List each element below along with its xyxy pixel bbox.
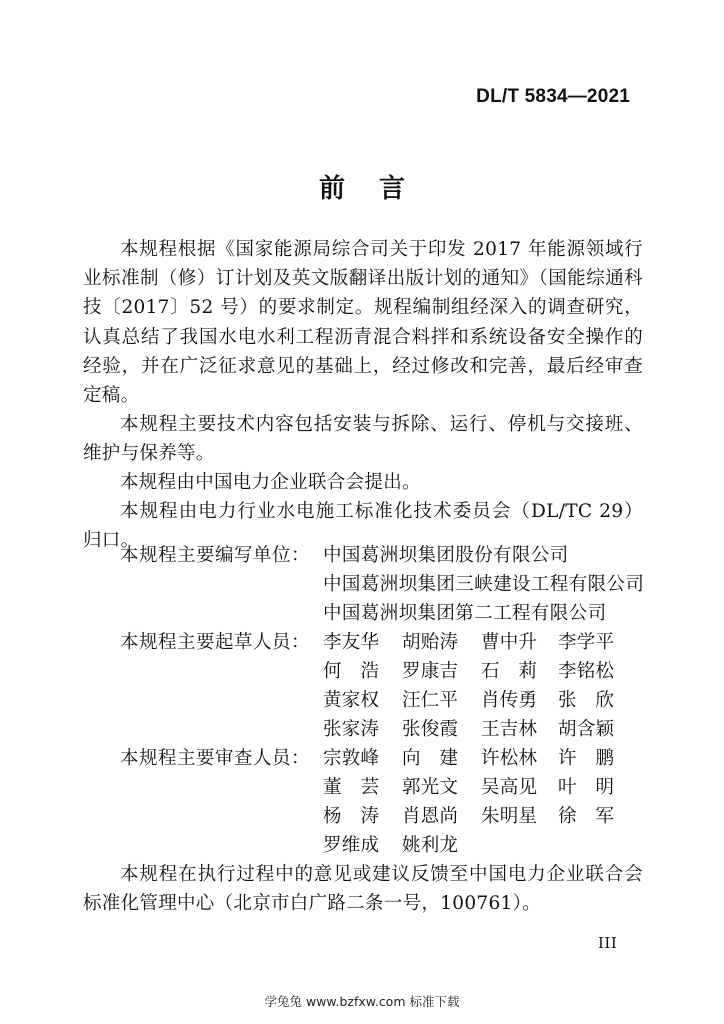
person-name: 张俊霞 <box>402 719 458 740</box>
page-number: III <box>598 934 618 952</box>
person-name: 李铭松 <box>558 661 614 682</box>
paragraph-proposer: 本规程由中国电力企业联合会提出。 <box>120 472 421 493</box>
person-name: 汪仁平 <box>402 690 458 711</box>
paragraph-background: 本规程根据《国家能源局综合司关于印发 2017 年能源领域行业标准制（修）订计划及英文版翻译出版计划的通知》（国能综通科技〔2017〕52 号）的要求制定。规程编制组经深入的调查研究，认真总结了我国水电水利工程沥青混合料拌和系统设备安全操作的经验，并在广泛征求意见的基础上，经过修改和完善，最后经审查定稿。 <box>83 239 643 407</box>
person-name: 胡贻涛 <box>402 632 458 653</box>
person-name: 石莉 <box>481 661 537 682</box>
person-name: 黄家权 <box>323 690 379 711</box>
person-name: 李学平 <box>558 632 614 653</box>
person-name: 许鹏 <box>558 748 614 769</box>
person-name: 胡含颖 <box>558 719 614 740</box>
person-name: 许松林 <box>481 748 537 769</box>
paragraph-administrator: 本规程由电力行业水电施工标准化技术委员会（DL/TC 29）归口。 <box>83 501 643 552</box>
editor-unit: 中国葛洲坝集团股份有限公司 <box>323 545 569 566</box>
person-name: 董芸 <box>323 777 379 798</box>
person-name: 徐军 <box>558 806 614 827</box>
person-name: 郭光文 <box>402 777 458 798</box>
person-name: 李友华 <box>323 632 379 653</box>
person-name: 向建 <box>402 748 458 769</box>
editors-label: 本规程主要编写单位： <box>120 545 311 566</box>
person-name: 肖恩尚 <box>402 806 458 827</box>
person-name: 曹中升 <box>481 632 537 653</box>
person-name: 叶明 <box>558 777 614 798</box>
page-title: 前言 <box>318 174 439 204</box>
person-name: 张欣 <box>558 690 614 711</box>
person-name: 肖传勇 <box>481 690 537 711</box>
person-name: 朱明星 <box>481 806 537 827</box>
person-name: 杨涛 <box>323 806 379 827</box>
paragraph-feedback: 本规程在执行过程中的意见或建议反馈至中国电力企业联合会标准化管理中心（北京市白广路二条一号，100761）。 <box>83 864 643 915</box>
editor-unit: 中国葛洲坝集团第二工程有限公司 <box>323 603 607 624</box>
person-name: 王吉林 <box>481 719 537 740</box>
person-name: 宗敦峰 <box>323 748 379 769</box>
footer-watermark: 学兔兔 www.bzfxw.com 标准下载 <box>264 994 460 1009</box>
person-name: 张家涛 <box>323 719 379 740</box>
editor-unit: 中国葛洲坝集团三峡建设工程有限公司 <box>323 574 645 595</box>
person-name: 吴高见 <box>481 777 537 798</box>
person-name: 何浩 <box>323 661 379 682</box>
drafters-label: 本规程主要起草人员： <box>120 632 311 653</box>
reviewers-label: 本规程主要审查人员： <box>120 748 311 769</box>
person-name: 姚利龙 <box>402 835 458 856</box>
paragraph-content: 本规程主要技术内容包括安装与拆除、运行、停机与交接班、维护与保养等。 <box>83 414 643 465</box>
person-name: 罗康吉 <box>402 661 458 682</box>
document-code: DL/T 5834—2021 <box>476 86 630 107</box>
person-name: 罗维成 <box>323 835 379 856</box>
